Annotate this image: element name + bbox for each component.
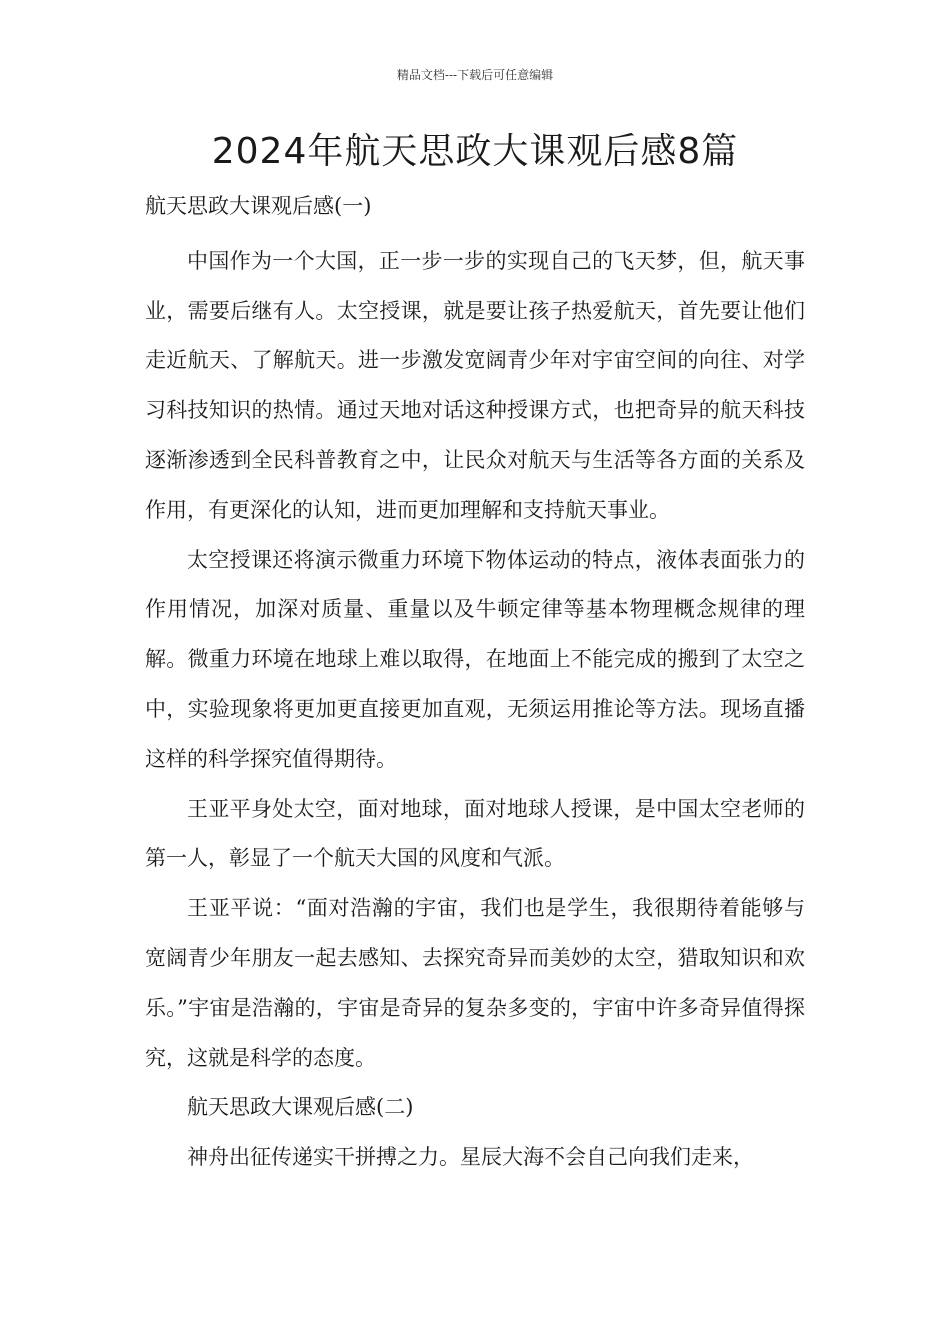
paragraph-2: 太空授课还将演示微重力环境下物体运动的特点，液体表面张力的作用情况，加深对质量、重量以及牛顿定律等基本物理概念规律的理解。微重力环境在地球上难以取得，在地面上不能完成的搬到了太空之中，实验现象将更加更直接更加直观，无须运用推论等方法。现场直播这样的科学探究值得期待。 (145, 547, 805, 771)
paragraph-3: 王亚平身处太空，面对地球，面对地球人授课，是中国太空老师的第一人，彰显了一个航天大国的风度和气派。 (145, 796, 805, 871)
section-heading-1: 航天思政大课观后感(一) (145, 194, 372, 218)
document-body (145, 182, 805, 1183)
document-title: 2024年航天思政大课观后感8篇 (211, 131, 739, 172)
paragraph-5: 神舟出征传递实干拼搏之力。星辰大海不会自己向我们走来， (187, 1145, 754, 1170)
section-heading-2: 航天思政大课观后感(二) (187, 1095, 414, 1120)
page-header: 精品文档---下载后可任意编辑 (396, 68, 554, 82)
paragraph-4: 王亚平说：“面对浩瀚的宇宙，我们也是学生，我很期待着能够与宽阔青少年朋友一起去感知、去探究奇异而美妙的太空，猎取知识和欢乐。”宇宙是浩瀚的，宇宙是奇异的复杂多变的，宇宙中许多奇异值得探究，这就是科学的态度。 (145, 896, 805, 1070)
paragraph-1: 中国作为一个大国，正一步一步的实现自己的飞天梦，但，航天事业，需要后继有人。太空授课，就是要让孩子热爱航天，首先要让他们走近航天、了解航天。进一步激发宽阔青少年对宇宙空间的向往、对学习科技知识的热情。通过天地对话这种授课方式，也把奇异的航天科技逐渐渗透到全民科普教育之中，让民众对航天与生活等各方面的关系及作用，有更深化的认知，进而更加理解和支持航天事业。 (145, 248, 805, 522)
